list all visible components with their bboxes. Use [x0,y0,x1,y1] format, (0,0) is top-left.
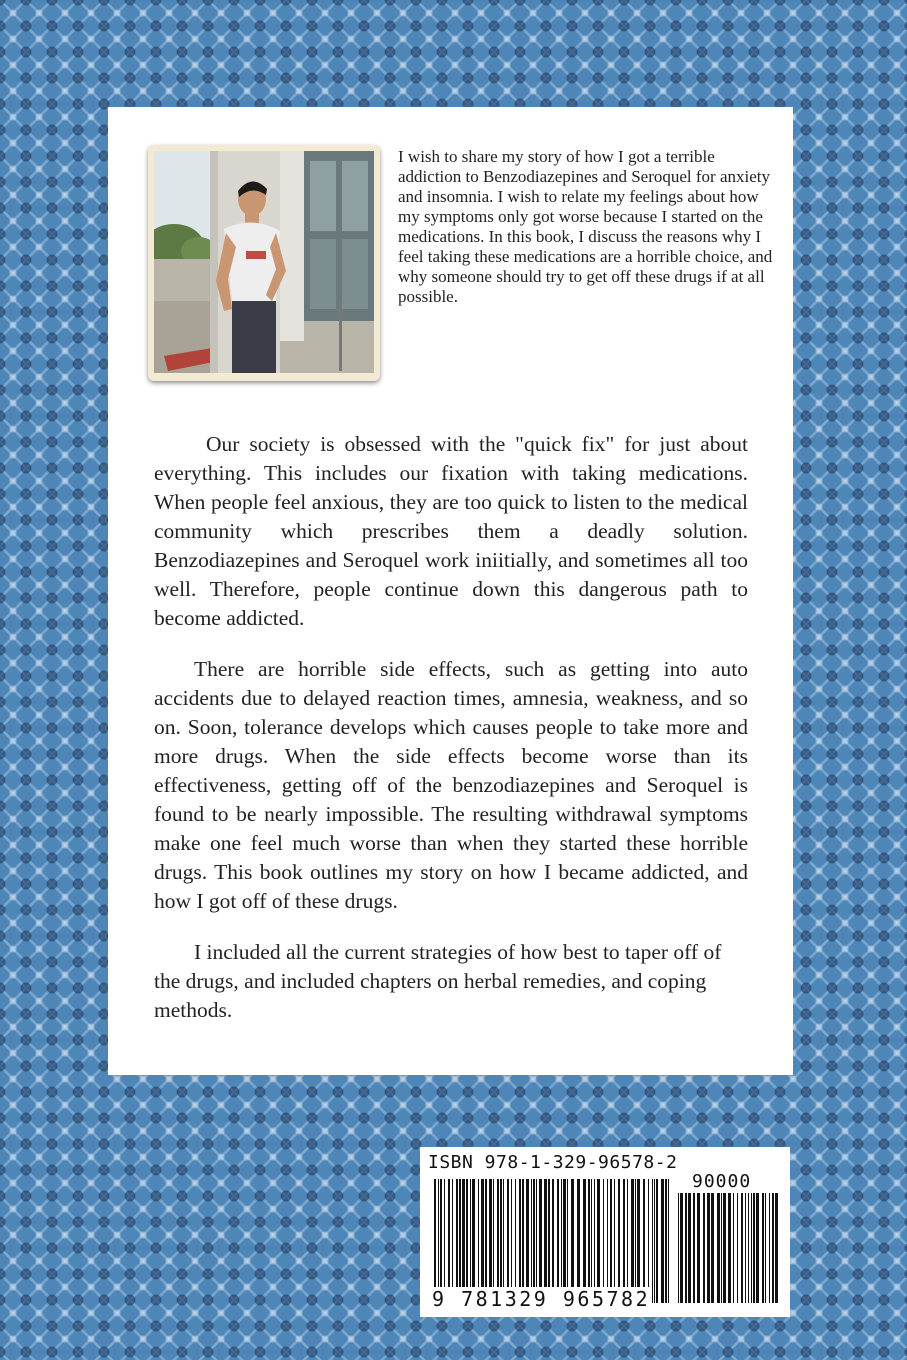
barcode-bar [493,1179,494,1303]
paragraph-2: There are horrible side effects, such as getting into auto accidents due to delayed reaction times, amnesia, weakness, and so on. Soon, tolerance develops which causes people to take more and more drugs. When the side effects become worse than its effectiveness, getting off of the benzodiazepines and Seroquel is found to be nearly impossible. The resulting withdrawal symptoms make one feel much worse than when they started these horrible drugs. This book outlines my story on how I became addicted, and how I got off of these drugs. [154,657,748,913]
barcode-bar [772,1193,774,1303]
barcode-bar [603,1179,604,1303]
barcode-bar [557,1179,559,1303]
ean-barcode-bars [434,1179,670,1303]
barcode-bar [567,1179,568,1303]
barcode-bar [762,1193,764,1303]
barcode-bar [765,1193,766,1303]
barcode-bar [571,1179,574,1303]
barcode-bar [717,1193,720,1303]
barcode-bar [470,1179,471,1303]
barcode-bar [610,1179,612,1303]
barcode-bar [519,1179,521,1303]
barcode-bar [497,1179,499,1303]
barcode-bar [707,1193,710,1303]
addon-code: 90000 [692,1171,752,1192]
barcode-bar [515,1179,516,1303]
barcode-bar [536,1179,537,1303]
addon-barcode-bars [678,1193,778,1303]
barcode-bar [688,1193,691,1303]
barcode-bar [459,1179,461,1303]
barcode-bar [444,1179,445,1303]
barcode-bar [466,1179,468,1303]
barcode-bar [489,1179,492,1303]
barcode-bar [680,1193,683,1303]
barcode-bar [539,1179,542,1303]
barcode-bar [661,1179,664,1303]
barcode-bar [438,1179,439,1303]
barcode-bar [751,1193,752,1303]
barcode-bar [635,1179,636,1303]
barcode-bar [643,1179,645,1303]
barcode-bar [462,1179,465,1303]
barcode-bar [511,1179,512,1303]
barcode-bar [503,1179,504,1303]
barcode-bar [711,1193,714,1303]
isbn-label: ISBN 978-1-329-96578-2 [428,1152,678,1173]
barcode-bar [627,1179,628,1303]
barcode-bar [440,1179,442,1303]
barcode-bar [678,1193,679,1303]
barcode-bar [741,1193,743,1303]
barcode-bar [693,1193,695,1303]
barcode-bar [685,1193,687,1303]
barcode-bar [591,1179,592,1303]
intro-text: I wish to share my story of how I got a terrible addiction to Benzodiazepines and Seroquel for anxiety and insomnia. I wish to relate my feelings about how my symptoms only got worse because I started on the medications. In this book, I discuss the reasons why I feel taking these medications are a horrible choice, and why someone should try to get off these drugs if at all possible. [398,147,773,306]
barcode-bar [769,1193,770,1303]
barcode-bar [637,1179,640,1303]
barcode-bar [452,1179,453,1303]
barcode-bar [594,1179,595,1303]
barcode-bar [448,1179,450,1303]
barcode-bar [631,1179,634,1303]
ean-digits: 9 781329 965782 [432,1287,651,1311]
barcode-bar [748,1193,749,1303]
barcode-bar [648,1179,649,1303]
barcode-bar [668,1179,669,1303]
barcode-bar [548,1179,550,1303]
barcode-bar [753,1193,755,1303]
barcode-bar [485,1179,487,1303]
barcode-bar [697,1193,700,1303]
barcode-bar [756,1193,759,1303]
isbn-barcode [420,1147,790,1317]
barcode-bar [531,1179,532,1303]
barcode-bar [456,1179,458,1303]
barcode-bar [597,1179,600,1303]
barcode-bar [583,1179,586,1303]
barcode-bar [665,1179,667,1303]
barcode-bar [703,1193,705,1303]
text-panel [108,107,793,1075]
barcode-bar [721,1193,722,1303]
barcode-bar [563,1179,566,1303]
barcode-bar [775,1193,778,1303]
barcode-bar [561,1179,562,1303]
paragraph-3: I included all the current strategies of how best to taper off of the drugs, and included chapters on herbal remedies, and coping methods. [154,940,722,1022]
barcode-bar [533,1179,535,1303]
barcode-bar [745,1193,746,1303]
author-photo [154,151,374,373]
barcode-bar [522,1179,524,1303]
author-photo-frame [148,145,380,381]
barcode-bar [607,1179,608,1303]
barcode-bar [544,1179,547,1303]
barcode-bar [723,1193,726,1303]
barcode-bar [478,1179,479,1303]
barcode-bar [618,1179,620,1303]
barcode-bar [652,1179,653,1303]
barcode-bar [481,1179,484,1303]
barcode-bar [472,1179,475,1303]
barcode-bar [500,1179,502,1303]
barcode-bar [588,1179,590,1303]
paragraph-1: Our society is obsessed with the "quick fix" for just about everything. This includes our fixation with taking medications. When people feel anxious, they are too quick to listen to the medical community which prescribes them a deadly solution. Benzodiazepines and Seroquel work iniitially, and sometimes all too well. Therefore, people continue down this dangerous path to become addicted. [154,432,748,630]
barcode-bar [728,1193,731,1303]
barcode-bar [526,1179,529,1303]
barcode-bar [577,1179,580,1303]
barcode-bar [654,1179,655,1303]
barcode-bar [552,1179,554,1303]
barcode-bar [614,1179,615,1303]
barcode-bar [507,1179,509,1303]
barcode-bar [737,1193,738,1303]
barcode-bar [656,1179,658,1303]
barcode-bar [434,1179,436,1303]
barcode-bar [623,1179,625,1303]
barcode-bar [733,1193,734,1303]
